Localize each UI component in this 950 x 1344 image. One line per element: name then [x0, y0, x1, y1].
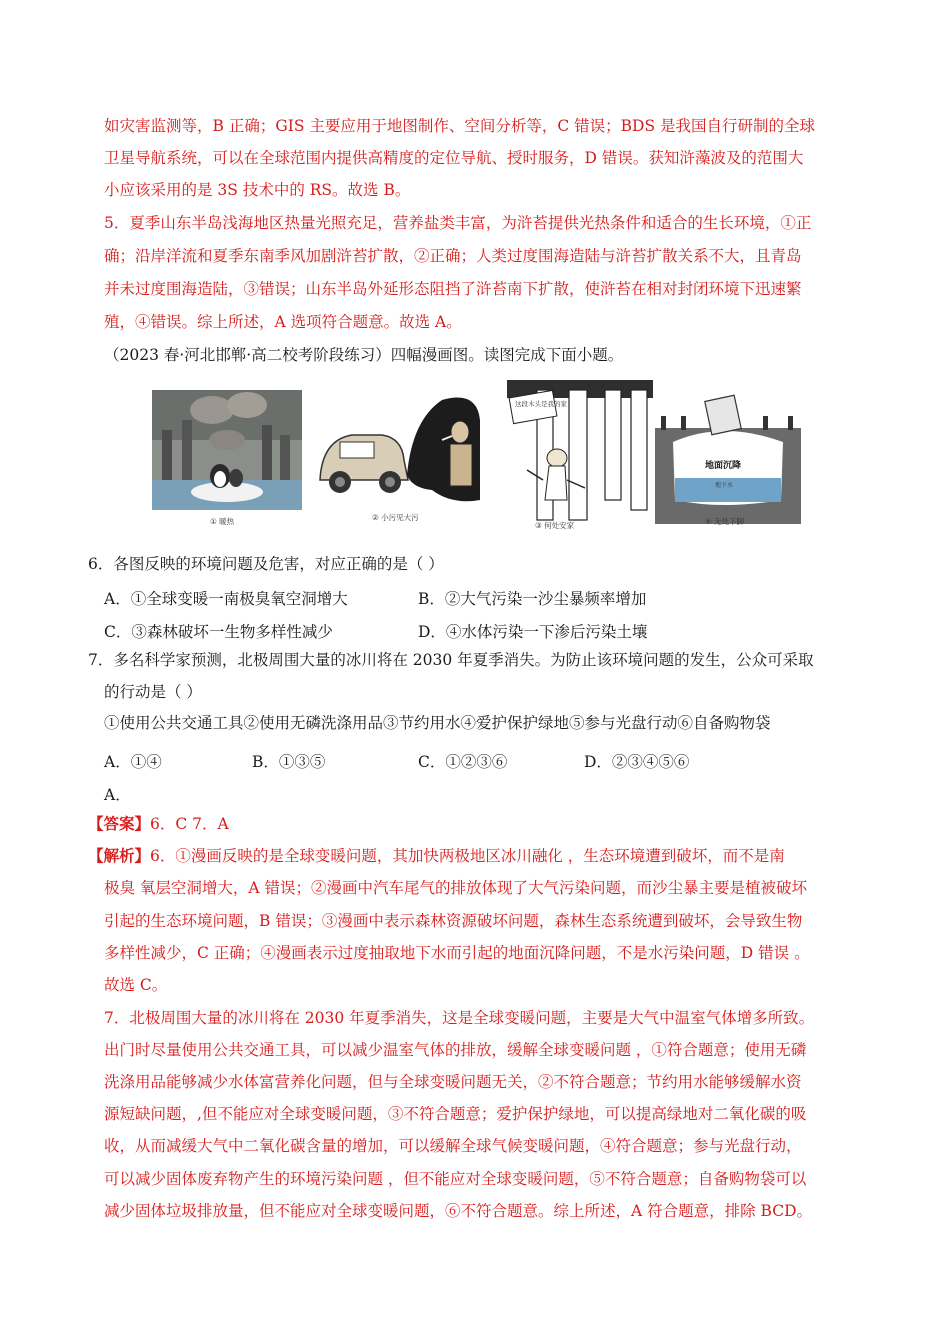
q6-option-b: B．②大气污染一沙尘暴频率增加	[418, 590, 647, 608]
answer-line	[88, 816, 848, 833]
cartoon-1-caption: ① 暖热	[210, 517, 235, 526]
cartoon-4-caption: ④ 无处下脚	[705, 517, 745, 526]
cartoon-2-pollution	[312, 380, 482, 526]
analysis-line: 故选 C。	[104, 976, 168, 994]
cartoon-3-caption: ③ 何处安家	[535, 521, 575, 530]
analysis-line	[88, 848, 848, 865]
q5-analysis-line: 殖，④错误。综上所述，A 选项符合题意。故选 A。	[104, 313, 462, 331]
q7-items: ①使用公共交通工具②使用无磷洗涤用品③节约用水④爱护保护绿地⑤参与光盘行动⑥自备购物袋	[104, 714, 771, 732]
cartoon-2-caption: ② 小污见大污	[372, 513, 419, 522]
analysis-label: 【解析】	[88, 846, 151, 865]
q6-option-a: A．①全球变暖一南极臭氧空洞增大	[104, 590, 348, 608]
cartoon-1-warming	[152, 380, 302, 526]
cartoon-strip	[152, 380, 745, 530]
cartoon-4-water: 地下水	[715, 482, 734, 489]
cartoon-4-label: 地面沉降	[705, 461, 742, 471]
analysis-line: 收，从而减缓大气中二氧化碳含量的增加，可以缓解全球气候变暖问题，④符合题意；参与光盘行动，	[104, 1137, 802, 1155]
q7-option-d: D．②③④⑤⑥	[584, 753, 690, 771]
q6-option-d: D．④水体污染一下渗后污染土壤	[418, 623, 648, 641]
q7-stem-line: 的行动是（ ）	[104, 683, 202, 701]
cartoon-4-subsidence	[653, 380, 803, 526]
analysis-line: 7．北极周围大量的冰川将在 2030 年夏季消失，这是全球变暖问题，主要是大气中温室气体增多所致。	[104, 1009, 815, 1027]
analysis-line: 源短缺问题，,但不能应对全球变暖问题，③不符合题意；爱护保护绿地，可以提高绿地对二氧化碳的吸	[104, 1105, 807, 1123]
cartoon-3-sign: 这段木头是我的家	[515, 400, 567, 408]
analysis-line: 多样性减少，C 正确；④漫画表示过度抽取地下水而引起的地面沉降问题，不是水污染问题，D 错误 。	[104, 944, 810, 962]
q7-extra: A．	[104, 786, 131, 804]
analysis-line: 洗涤用品能够减少水体富营养化问题，但与全球变暖问题无关，②不符合题意；节约用水能够缓解水资	[104, 1073, 802, 1091]
analysis-line: 可以减少固体废弃物产生的环境污染问题 ，但不能应对全球变暖问题，⑤不符合题意；自备购物袋可以	[104, 1170, 807, 1188]
text-line: 如灾害监测等，B 正确；GIS 主要应用于地图制作、空间分析等，C 错误；BDS 是我国自行研制的全球	[104, 117, 816, 135]
q7-option-c: C．①②③⑥	[418, 753, 508, 771]
analysis-text: 6．①漫画反映的是全球变暖问题，其加快两极地区冰川融化 ，生态环境遭到破坏，而不是南	[150, 847, 785, 865]
analysis-line: 引起的生态环境问题，B 错误；③漫画中表示森林资源破坏问题，森林生态系统遭到破坏，会导致生物	[104, 912, 803, 930]
analysis-line: 极臭 氧层空洞增大，A 错误；②漫画中汽车尾气的排放体现了大气污染问题，而沙尘暴主要是植被破坏	[104, 879, 808, 897]
cartoon-3-forest	[507, 380, 657, 530]
q7-option-b: B．①③⑤	[252, 753, 326, 771]
answer-label: 【答案】	[88, 814, 151, 833]
source-note: （2023 春·河北邯郸·高二校考阶段练习）四幅漫画图。读图完成下面小题。	[104, 346, 624, 364]
q7-option-a: A．①④	[104, 753, 162, 771]
text-line: 小应该采用的是 3S 技术中的 RS。故选 B。	[104, 181, 411, 199]
q7-stem-line: 7．多名科学家预测，北极周围大量的冰川将在 2030 年夏季消失。为防止该环境问题的发生，公众可采取	[88, 651, 814, 669]
text-line: 卫星导航系统，可以在全球范围内提供高精度的定位导航、授时服务，D 错误。获知浒藻波及的范围大	[104, 149, 804, 167]
analysis-line: 出门时尽量使用公共交通工具，可以减少温室气体的排放，缓解全球变暖问题 ，①符合题意；使用无磷	[104, 1041, 807, 1059]
answer-text: 6．C 7．A	[150, 815, 229, 833]
analysis-line: 减少固体垃圾排放量，但不能应对全球变暖问题，⑥不符合题意。综上所述，A 符合题意，排除 BCD。	[104, 1202, 813, 1220]
q6-stem: 6．各图反映的环境问题及危害，对应正确的是（ ）	[88, 555, 444, 573]
q6-option-c: C．③森林破坏一生物多样性减少	[104, 623, 333, 641]
q5-analysis-line: 确；沿岸洋流和夏季东南季风加剧浒苔扩散，②正确；人类过度围海造陆与浒苔扩散关系不大，且青岛	[104, 247, 802, 265]
q5-analysis-line: 5．夏季山东半岛浅海地区热量光照充足，营养盐类丰富，为浒苔提供光热条件和适合的生长环境，①正	[104, 214, 812, 232]
q5-analysis-line: 并未过度围海造陆，③错误；山东半岛外延形态阻挡了浒苔南下扩散，使浒苔在相对封闭环境下迅速繁	[104, 280, 802, 298]
